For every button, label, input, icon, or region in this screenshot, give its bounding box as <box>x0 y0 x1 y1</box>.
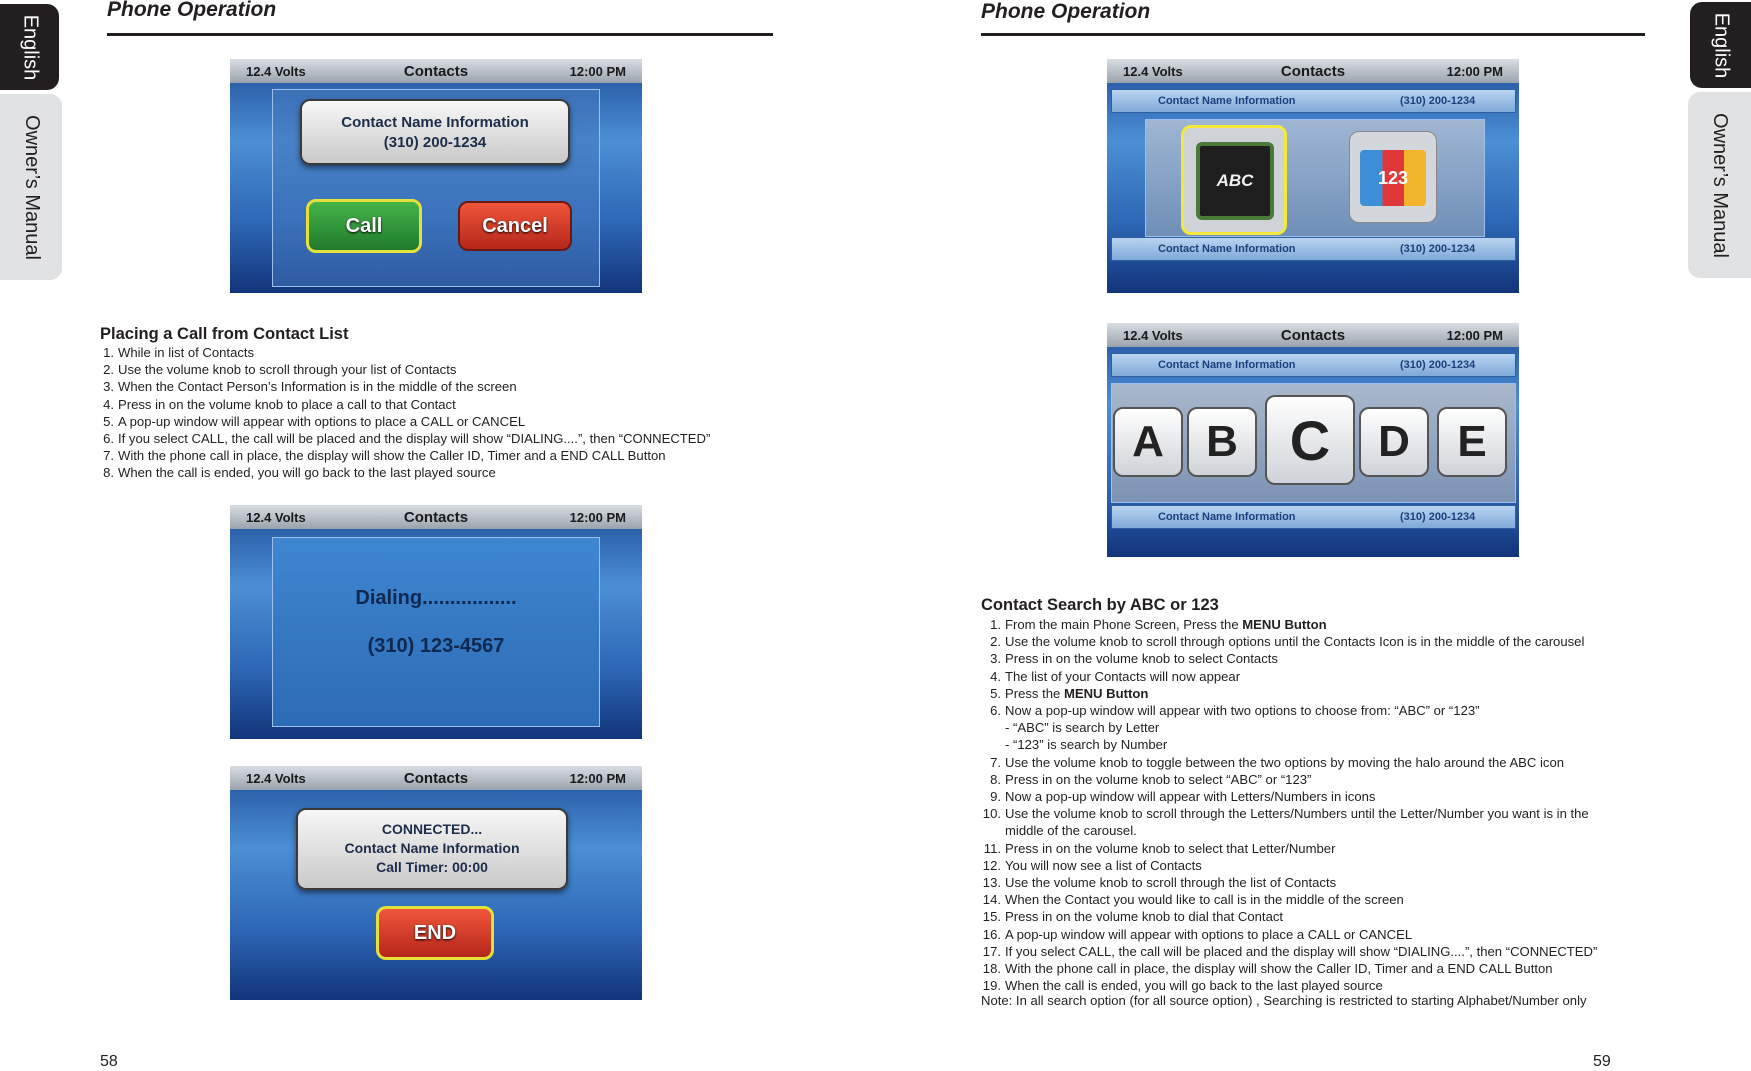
dialing-number: (310) 123-4567 <box>367 635 505 657</box>
step-text: Press in on the volume knob to dial that Contact <box>1005 909 1284 925</box>
header-rule-right <box>981 33 1645 36</box>
screen-title: Contacts <box>403 62 469 80</box>
section-title-placing-call: Placing a Call from Contact List <box>100 325 349 343</box>
step-text: Press in on the volume knob to place a call to that Contact <box>118 396 456 412</box>
voltage-readout: 12.4 Volts <box>1123 63 1183 79</box>
123-search-icon[interactable] <box>1349 131 1437 223</box>
step-number: 10. <box>982 806 1001 822</box>
contact-search-steps <box>981 616 1597 994</box>
step-number: 5. <box>103 413 114 429</box>
voltage-readout: 12.4 Volts <box>246 770 306 786</box>
step-number: 3. <box>990 651 1001 667</box>
step-item <box>981 771 1597 788</box>
step-item <box>981 616 1597 633</box>
step-number: 14. <box>982 892 1001 908</box>
step-text: - “ABC” is search by Letter <box>1005 720 1160 736</box>
step-item <box>981 926 1597 943</box>
contact-row-phone: (310) 200-1234 <box>1400 243 1476 255</box>
connected-popup <box>296 808 568 890</box>
step-item <box>981 668 1597 685</box>
step-text: Use the volume knob to scroll through options until the Contacts Icon is in the middle of the carousel <box>1005 634 1585 650</box>
step-text: The list of your Contacts will now appear <box>1005 668 1241 684</box>
placing-call-steps <box>100 344 710 482</box>
step-number: 6. <box>103 431 114 447</box>
step-number: 11. <box>983 840 1001 856</box>
clock-readout: 12:00 PM <box>569 509 626 525</box>
contact-row-top <box>1111 89 1516 113</box>
cancel-button[interactable]: Cancel <box>458 201 572 251</box>
step-bold-term: MENU Button <box>1063 685 1149 701</box>
letter-tile-a[interactable]: A <box>1113 407 1183 477</box>
tab-owners-manual-label: Owner’s Manual <box>1709 112 1732 258</box>
call-timer: Call Timer: 00:00 <box>376 859 488 875</box>
step-number: 2. <box>103 362 114 378</box>
screen-title: Contacts <box>403 508 469 526</box>
step-number: 6. <box>990 703 1001 719</box>
step-item <box>100 464 710 481</box>
step-item <box>981 685 1597 702</box>
page-header-left: Phone Operation <box>107 0 277 21</box>
contact-row-top <box>1111 353 1516 377</box>
step-number: 9. <box>990 789 1001 805</box>
step-item <box>981 960 1597 977</box>
step-text: Use the volume knob to scroll through the Letters/Numbers until the Letter/Number you want is in the <box>1005 806 1589 822</box>
connected-status: CONNECTED... <box>381 821 483 837</box>
step-number: 7. <box>990 754 1001 770</box>
contact-info-popup <box>300 99 570 165</box>
step-item <box>100 413 710 430</box>
page-number-left: 58 <box>100 1053 118 1070</box>
screen-topbar <box>1107 59 1519 83</box>
connected-contact: Contact Name Information <box>344 840 520 856</box>
step-item <box>981 719 1597 736</box>
screen-title: Contacts <box>403 769 469 787</box>
tab-english-label: English <box>1710 12 1733 78</box>
step-number: 1. <box>103 345 114 360</box>
step-text: Use the volume knob to scroll through your list of Contacts <box>118 362 457 378</box>
step-item <box>981 754 1597 771</box>
contact-row-phone: (310) 200-1234 <box>1400 95 1476 107</box>
screen-topbar <box>230 766 642 790</box>
step-text: Press in on the volume knob to select Contacts <box>1005 651 1278 667</box>
step-number: 2. <box>990 634 1001 650</box>
step-number: 4. <box>103 396 114 412</box>
screen-connected <box>230 766 642 1000</box>
screen-topbar <box>1107 323 1519 347</box>
screen-letter-carousel <box>1107 323 1519 557</box>
contact-phone: (310) 200-1234 <box>383 134 487 151</box>
step-item <box>981 891 1597 908</box>
step-text: Press in on the volume knob to select that Letter/Number <box>1005 840 1336 856</box>
step-text: A pop-up window will appear with options to place a CALL or CANCEL <box>1005 926 1413 942</box>
step-text: middle of the carousel. <box>1005 823 1137 839</box>
tab-owners-manual-right[interactable] <box>1688 92 1751 278</box>
step-text: You will now see a list of Contacts <box>1005 857 1202 873</box>
step-text: Press the <box>1005 685 1064 701</box>
chalkboard <box>1196 142 1274 220</box>
step-number: 13. <box>982 875 1001 891</box>
dialing-panel <box>272 537 600 727</box>
step-number: 5. <box>990 685 1001 701</box>
step-text: Press in on the volume knob to select “ABC” or “123” <box>1005 771 1312 787</box>
voltage-readout: 12.4 Volts <box>246 509 306 525</box>
step-text: A pop-up window will appear with options to place a CALL or CANCEL <box>118 413 526 429</box>
step-text: When the call is ended, you will go back to the last played source <box>118 465 496 481</box>
clock-readout: 12:00 PM <box>1446 63 1503 79</box>
contact-row-phone: (310) 200-1234 <box>1400 359 1476 371</box>
step-item <box>981 805 1597 822</box>
contact-name: Contact Name Information <box>341 114 529 131</box>
step-number: 4. <box>990 668 1001 684</box>
step-text: When the Contact Person’s Information is in the middle of the screen <box>118 379 517 395</box>
step-text: With the phone call in place, the display will show the Caller ID, Timer and a END CALL Button <box>1005 961 1553 977</box>
step-item <box>981 943 1597 960</box>
step-item <box>981 822 1597 839</box>
page-header-right: Phone Operation <box>981 0 1151 23</box>
step-item <box>100 396 710 413</box>
letter-tile-e[interactable]: E <box>1437 407 1507 477</box>
end-call-button[interactable]: END <box>376 906 494 960</box>
step-item <box>981 874 1597 891</box>
contact-row-bottom <box>1111 505 1516 529</box>
tab-english-label: English <box>19 14 42 80</box>
header-rule-left <box>107 33 773 36</box>
voltage-readout: 12.4 Volts <box>1123 327 1183 343</box>
abc-search-icon[interactable] <box>1181 125 1287 235</box>
step-number: 1. <box>990 617 1001 632</box>
abc-icon-label: ABC <box>1216 171 1254 190</box>
step-item <box>981 857 1597 874</box>
step-item <box>100 361 710 378</box>
section-title-contact-search: Contact Search by ABC or 123 <box>981 596 1219 614</box>
screen-call-cancel <box>230 59 642 293</box>
step-text: If you select CALL, the call will be placed and the display will show “DIALING....”, then “CONNECTED” <box>118 431 711 447</box>
voltage-readout: 12.4 Volts <box>246 63 306 79</box>
clock-readout: 12:00 PM <box>1446 327 1503 343</box>
step-item <box>100 430 710 447</box>
step-text: While in list of Contacts <box>118 345 255 360</box>
step-number: 7. <box>103 448 114 464</box>
step-item <box>981 736 1597 753</box>
screen-dialing <box>230 505 642 739</box>
step-text: When the call is ended, you will go back to the last played source <box>1005 978 1383 994</box>
letter-tile-d[interactable]: D <box>1359 407 1429 477</box>
contact-row-bottom <box>1111 237 1516 261</box>
step-number: 8. <box>103 465 114 481</box>
contact-row-name: Contact Name Information <box>1158 511 1296 523</box>
number-blocks <box>1360 150 1426 206</box>
tab-owners-manual-left[interactable] <box>0 94 62 280</box>
step-text: Use the volume knob to toggle between the two options by moving the halo around the ABC icon <box>1005 754 1565 770</box>
letter-tile-c[interactable]: C <box>1265 395 1355 485</box>
step-item <box>981 840 1597 857</box>
screen-title: Contacts <box>1280 326 1346 344</box>
step-bold-term: MENU Button <box>1242 617 1327 632</box>
step-text: From the main Phone Screen, Press the <box>1005 617 1243 632</box>
dialing-text: Dialing................. <box>355 587 517 609</box>
step-number: 12. <box>982 857 1001 873</box>
contact-row-name: Contact Name Information <box>1158 359 1296 371</box>
step-item <box>100 344 710 361</box>
contact-row-name: Contact Name Information <box>1158 243 1296 255</box>
tab-english-right[interactable] <box>1690 2 1751 88</box>
step-item <box>981 908 1597 925</box>
step-text: If you select CALL, the call will be placed and the display will show “DIALING....”, then “CONNECTED” <box>1005 943 1598 959</box>
step-number: 17. <box>982 943 1001 959</box>
step-text: - “123” is search by Number <box>1005 737 1168 753</box>
step-number: 16. <box>982 926 1001 942</box>
123-icon-label: 123 <box>1377 167 1409 188</box>
step-number: 3. <box>103 379 114 395</box>
step-text: When the Contact you would like to call is in the middle of the screen <box>1005 892 1404 908</box>
step-text: Now a pop-up window will appear with Letters/Numbers in icons <box>1005 789 1376 805</box>
step-text: Use the volume knob to scroll through the list of Contacts <box>1005 875 1337 891</box>
step-item <box>981 977 1597 994</box>
step-item <box>981 702 1597 719</box>
tab-owners-manual-label: Owner’s Manual <box>20 114 43 260</box>
step-text: Now a pop-up window will appear with two options to choose from: “ABC” or “123” <box>1005 703 1480 719</box>
step-item <box>981 633 1597 650</box>
search-note: Note: In all search option (for all source option) , Searching is restricted to starting Alphabet/Number only <box>981 993 1587 1008</box>
step-number: 19. <box>982 978 1001 994</box>
clock-readout: 12:00 PM <box>569 63 626 79</box>
step-item <box>100 447 710 464</box>
page-number-right: 59 <box>1593 1053 1611 1070</box>
step-number: 8. <box>990 771 1001 787</box>
contact-row-name: Contact Name Information <box>1158 95 1296 107</box>
screen-topbar <box>230 59 642 83</box>
tab-english-left[interactable] <box>0 4 59 90</box>
screen-title: Contacts <box>1280 62 1346 80</box>
letter-tile-b[interactable]: B <box>1187 407 1257 477</box>
step-number: 15. <box>982 909 1001 925</box>
step-item <box>981 650 1597 667</box>
screen-abc-123-choice <box>1107 59 1519 293</box>
screen-topbar <box>230 505 642 529</box>
step-item <box>981 788 1597 805</box>
step-item <box>100 378 710 395</box>
contact-row-phone: (310) 200-1234 <box>1400 511 1476 523</box>
step-number: 18. <box>982 961 1001 977</box>
clock-readout: 12:00 PM <box>569 770 626 786</box>
call-button[interactable]: Call <box>306 199 422 253</box>
step-text: With the phone call in place, the display will show the Caller ID, Timer and a END CALL Button <box>118 448 666 464</box>
